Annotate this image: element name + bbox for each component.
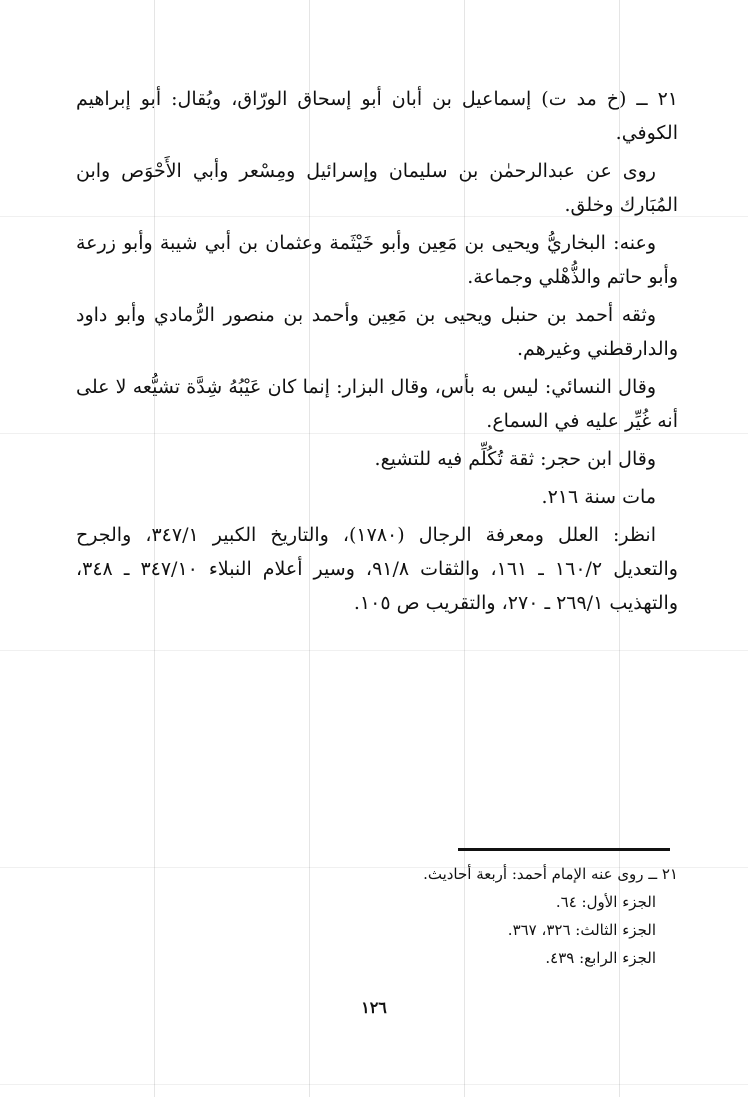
ibn-hajar-paragraph: وقال ابن حجر: ثقة تُكُلِّم فيه للتشيع. [374,448,656,470]
page-number: ١٢٦ [361,998,387,1017]
footnote-separator [458,848,670,851]
authentication-paragraph: وثقه أحمد بن حنبل ويحيى بن مَعِين وأحمد بن منصور الرُّمادي وأبو داود والدارقطني وغيرهم. [76,304,678,360]
footnote-title: ٢١ ــ روى عنه الإمام أحمد: أربعة أحاديث. [423,865,678,883]
entry-heading: ٢١ ــ (خ مد ت) إسماعيل بن أبان أبو إسحاق الورّاق، ويُقال: أبو إبراهيم الكوفي. [76,88,678,144]
entry-body [76,82,678,624]
footnote-line: الجزء الثالث: ٣٢٦، ٣٦٧. [507,921,656,939]
death-year-paragraph: مات سنة ٢١٦. [541,486,656,508]
narrated-from-paragraph: روى عن عبدالرحمٰن بن سليمان وإسرائيل ومِسْعر وأبي الأَحْوَص وابن المُبَارك وخلق. [76,160,678,216]
narrators-paragraph: وعنه: البخاريُّ ويحيى بن مَعِين وأبو خَيْثَمة وعثمان بن أبي شيبة وأبو زرعة وأبو حاتم والذُّهْلي وجماعة. [76,232,678,288]
footnotes [76,860,678,972]
footnote-line: الجزء الأول: ٦٤. [555,893,656,911]
footnote-line: الجزء الرابع: ٤٣٩. [545,949,656,967]
nasai-bazzar-paragraph: وقال النسائي: ليس به بأس، وقال البزار: إنما كان عَيْبُهُ شِدَّة تشيُّعه لا على أنه غُيِّر عليه في السماع. [76,376,678,432]
references-paragraph: انظر: العلل ومعرفة الرجال (١٧٨٠)، والتاريخ الكبير ٣٤٧/١، والجرح والتعديل ١٦٠/٢ ـ ١٦١، والثقات ٩١/٨، وسير أعلام النبلاء ٣٤٧/١٠ ـ ٣٤٨، والتهذيب ٢٦٩/١ ـ ٢٧٠، والتقريب ص ١٠٥. [76,524,678,614]
